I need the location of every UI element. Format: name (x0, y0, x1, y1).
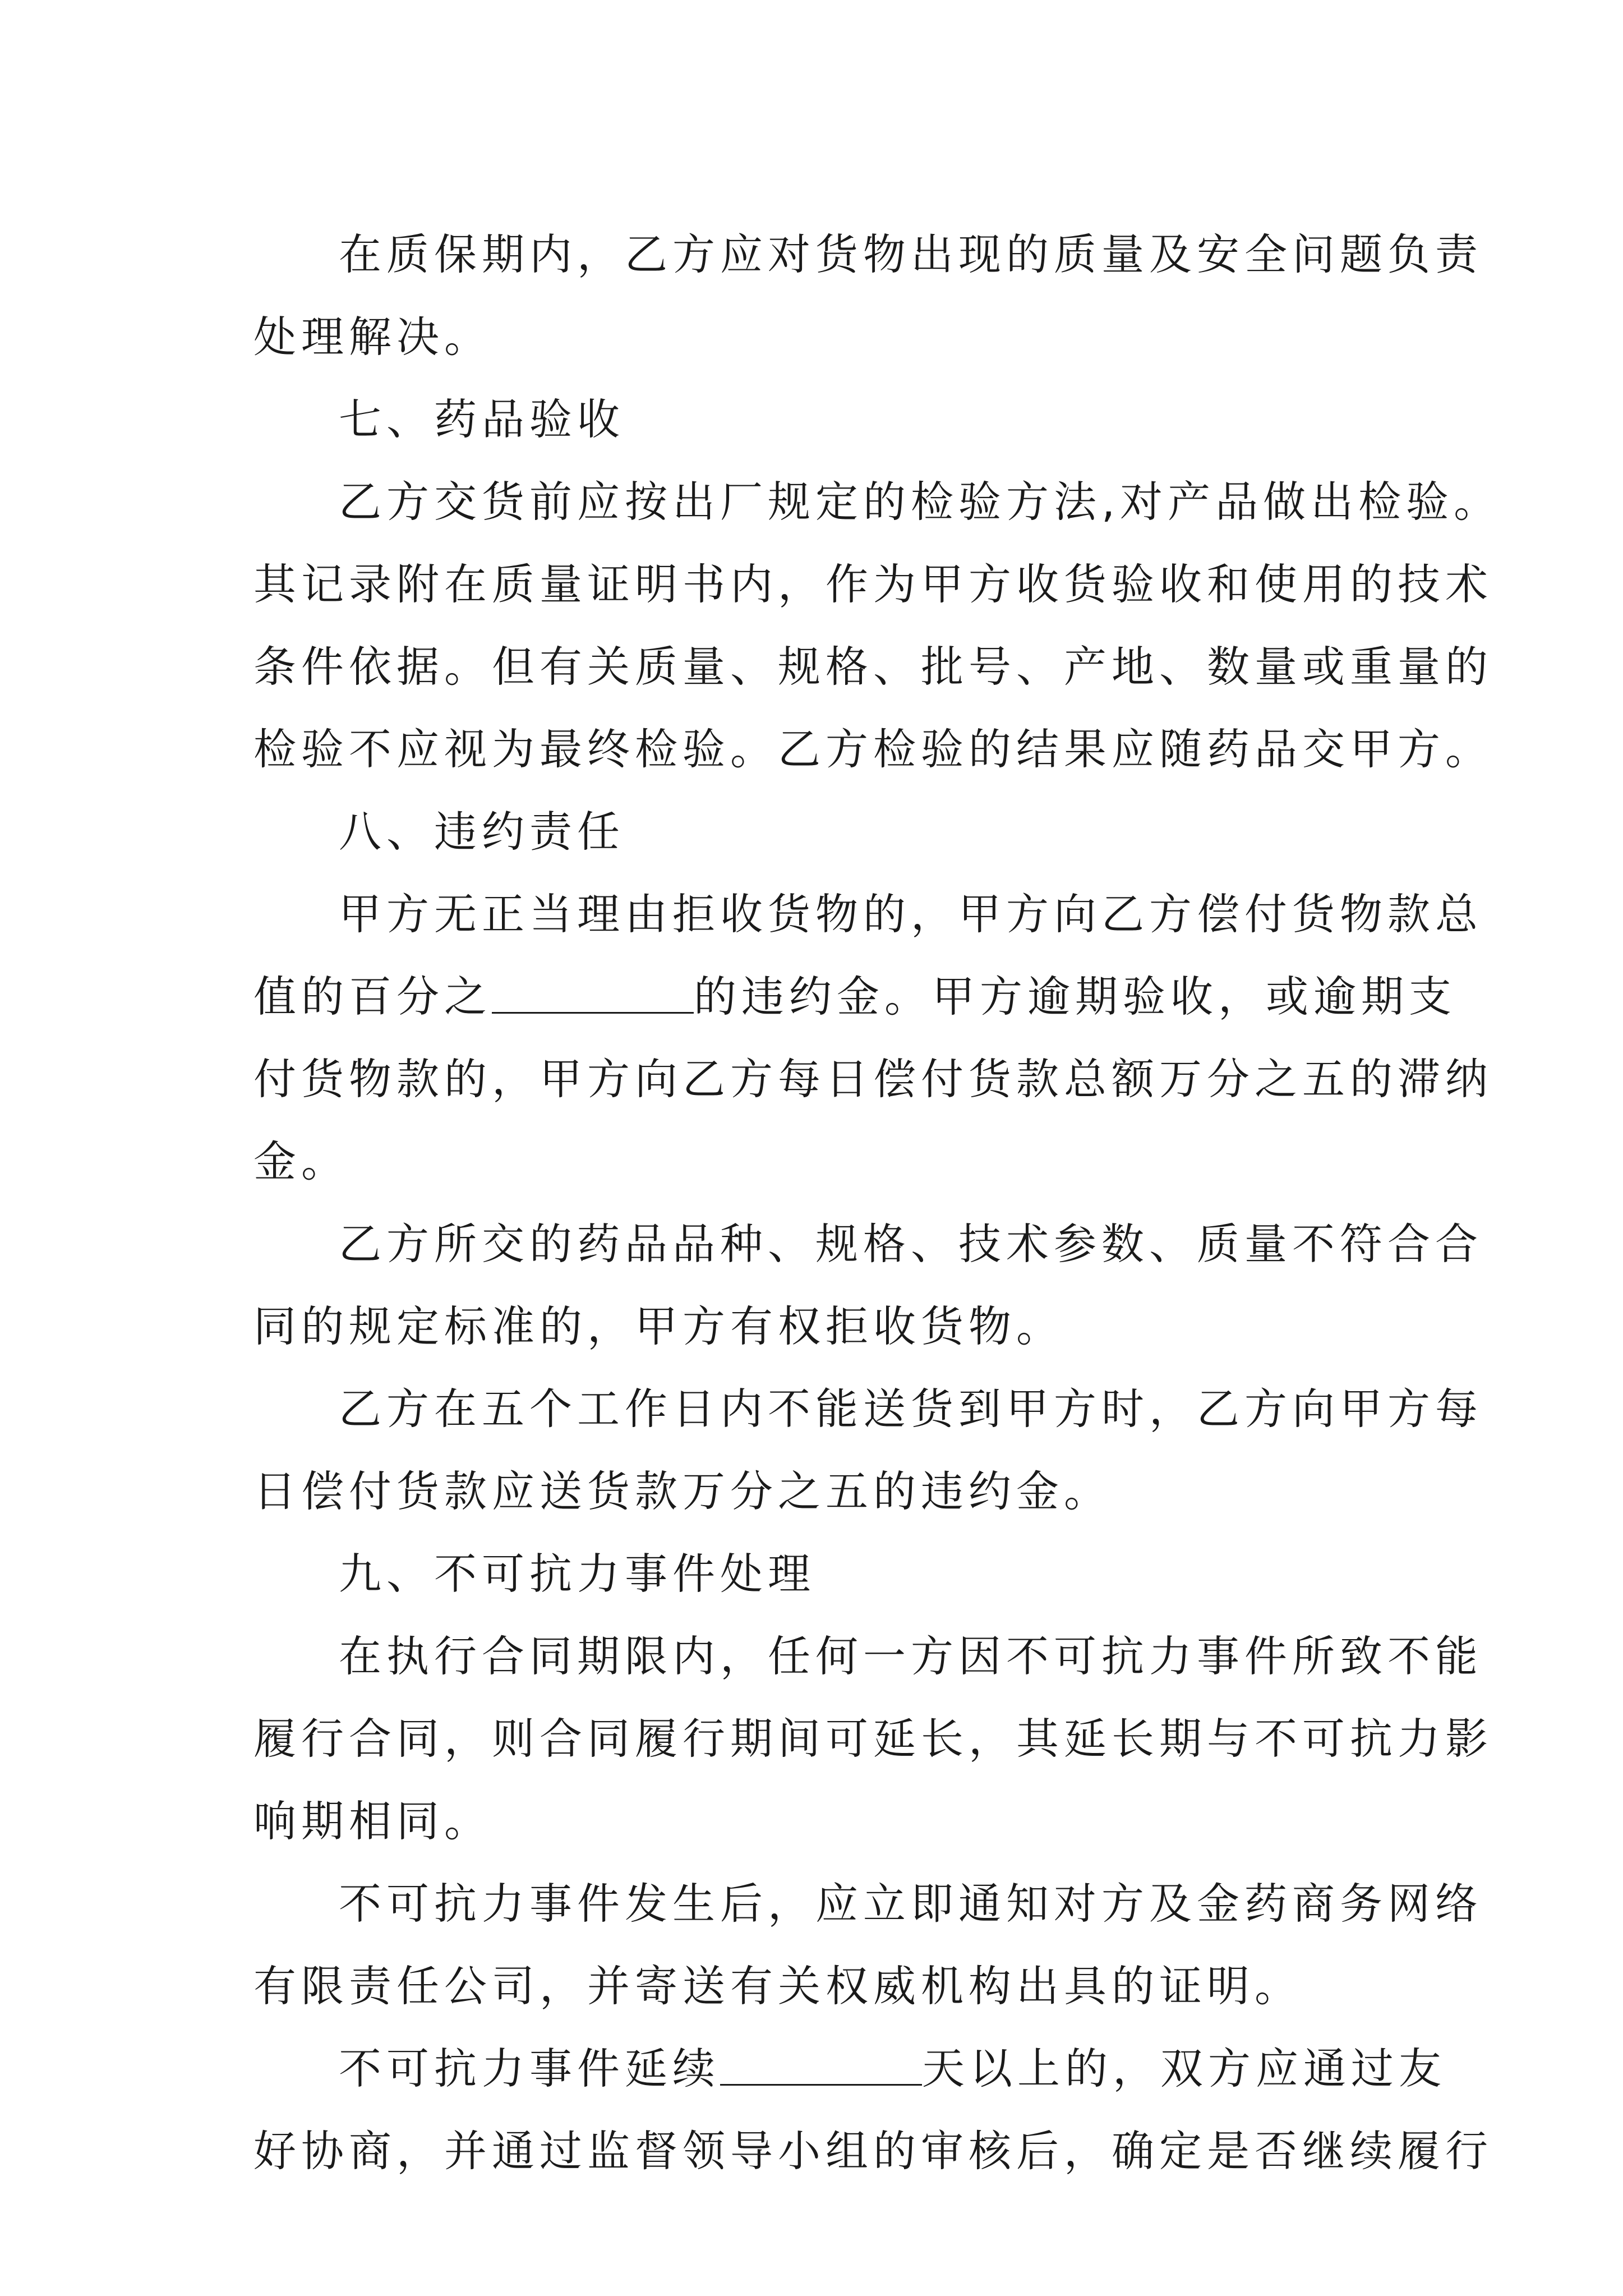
text-fragment: 的违约金。甲方逾期验收，或逾期支 (694, 972, 1456, 1022)
paragraph-line: 乙方在五个工作日内不能送货到甲方时，乙方向甲方每 (339, 1384, 1483, 1434)
paragraph-line: 处理解决。 (253, 312, 492, 362)
fill-in-blank (720, 2045, 922, 2085)
text-fragment: 天以上的，双方应通过友 (922, 2044, 1446, 2093)
paragraph-line: 条件依据。但有关质量、规格、批号、产地、数量或重量的 (253, 642, 1493, 692)
paragraph-line: 同的规定标准的，甲方有权拒收货物。 (253, 1301, 1064, 1351)
section-heading-9: 九、不可抗力事件处理 (339, 1549, 815, 1599)
paragraph-line: 履行合同，则合同履行期间可延长，其延长期与不可抗力影 (253, 1714, 1493, 1764)
text-fragment: 值的百分之 (253, 972, 492, 1022)
section-heading-8: 八、违约责任 (339, 807, 625, 857)
text-fragment: 不可抗力事件延续 (339, 2044, 720, 2093)
paragraph-line (253, 955, 1456, 1038)
paragraph-line: 乙方交货前应按出厂规定的检验方法,对产品做出检验。 (339, 477, 1502, 527)
paragraph-line: 不可抗力事件发生后，应立即通知对方及金药商务网络 (339, 1879, 1483, 1929)
document-body (253, 213, 1502, 2192)
section-heading-7: 七、药品验收 (339, 394, 625, 444)
paragraph-line: 甲方无正当理由拒收货物的，甲方向乙方偿付货物款总 (339, 889, 1483, 939)
paragraph-line: 日偿付货款应送货款万分之五的违约金。 (253, 1466, 1112, 1516)
paragraph-line: 付货物款的，甲方向乙方每日偿付货款总额万分之五的滞纳 (253, 1054, 1493, 1104)
fill-in-blank (492, 973, 694, 1013)
paragraph-line: 在质保期内，乙方应对货物出现的质量及安全问题负责 (339, 229, 1483, 279)
paragraph-line: 有限责任公司，并寄送有关权威机构出具的证明。 (253, 1961, 1302, 2011)
paragraph-line: 金。 (253, 1137, 349, 1186)
paragraph-line: 检验不应视为最终检验。乙方检验的结果应随药品交甲方。 (253, 724, 1493, 774)
paragraph-line: 响期相同。 (253, 1796, 492, 1846)
paragraph-line: 乙方所交的药品品种、规格、技术参数、质量不符合合 (339, 1219, 1483, 1269)
paragraph-line: 好协商，并通过监督领导小组的审核后，确定是否继续履行 (253, 2126, 1493, 2176)
paragraph-line (253, 2027, 1446, 2110)
paragraph-line: 在执行合同期限内，任何一方因不可抗力事件所致不能 (339, 1631, 1483, 1681)
paragraph-line: 其记录附在质量证明书内，作为甲方收货验收和使用的技术 (253, 559, 1493, 609)
